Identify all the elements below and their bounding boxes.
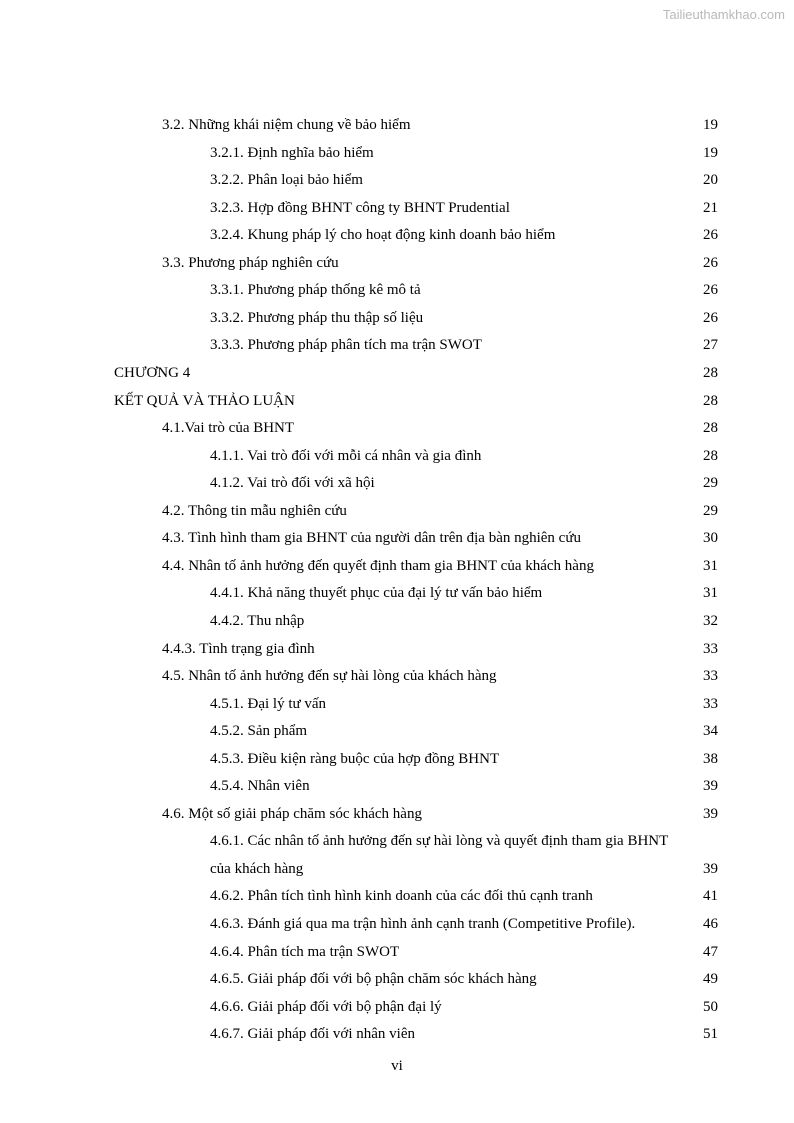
toc-entry-title: 4.2. Thông tin mẫu nghiên cứu — [162, 502, 347, 519]
toc-entry — [0, 583, 794, 603]
toc-entry-title: KẾT QUẢ VÀ THẢO LUẬN — [114, 392, 295, 409]
toc-entry-title: 4.6.1. Các nhân tố ảnh hưởng đến sự hài lòng và quyết định tham gia BHNT — [210, 833, 669, 850]
toc-entry — [0, 859, 794, 879]
toc-entry-page: 28 — [703, 420, 718, 437]
toc-entry — [0, 143, 794, 163]
toc-entry-title: 4.4. Nhân tố ảnh hưởng đến quyết định tham gia BHNT của khách hàng — [162, 557, 594, 574]
toc-entry — [0, 997, 794, 1017]
toc-entry-page: 32 — [703, 612, 718, 629]
toc-entry — [0, 1024, 794, 1044]
toc-entry-page: 31 — [703, 557, 718, 574]
toc-entry — [0, 335, 794, 355]
toc-entry — [0, 749, 794, 769]
toc-entry-page: 47 — [703, 943, 718, 960]
toc-entry-page: 34 — [703, 723, 718, 740]
toc-entry-title: 4.5.4. Nhân viên — [210, 778, 310, 795]
toc-entry-page: 51 — [703, 1026, 718, 1043]
toc-entry-page: 39 — [703, 860, 718, 877]
toc-entry-title: 3.2. Những khái niệm chung về bảo hiểm — [162, 117, 411, 133]
toc-entry-title: 4.5.1. Đại lý tư vấn — [210, 695, 327, 712]
toc-entry-page: 50 — [703, 998, 718, 1015]
toc-entry-page: 33 — [703, 640, 718, 657]
toc-entry — [0, 170, 794, 190]
toc-entry — [0, 804, 794, 824]
toc-entry-title: 3.2.4. Khung pháp lý cho hoạt động kinh doanh bảo hiểm — [210, 227, 556, 244]
toc-entry-title: 4.5.3. Điều kiện ràng buộc của hợp đồng BHNT — [210, 750, 500, 767]
toc-entry-page: 33 — [703, 695, 718, 712]
toc-entry-title: 4.6. Một số giải pháp chăm sóc khách hàng — [162, 805, 422, 822]
toc-entry-page: 26 — [703, 227, 718, 244]
toc-entry — [0, 418, 794, 438]
toc-entry — [0, 391, 794, 411]
toc-entry-page: 26 — [703, 254, 718, 271]
toc-entry-title: 4.4.2. Thu nhập — [210, 612, 305, 629]
toc-entry-page: 29 — [703, 475, 718, 492]
toc-entry — [0, 446, 794, 466]
toc-entry — [0, 969, 794, 989]
toc-entry — [0, 914, 794, 934]
toc-entry-page: 20 — [703, 172, 718, 189]
toc-entry-page: 33 — [703, 668, 718, 684]
toc-entry-page: 19 — [703, 144, 718, 161]
toc-entry-page: 28 — [703, 365, 718, 381]
toc-entry — [0, 501, 794, 521]
page-number: vi — [391, 1058, 403, 1074]
toc-entry-title: 4.6.2. Phân tích tình hình kinh doanh của các đối thủ cạnh tranh — [210, 888, 593, 905]
toc-entry — [0, 694, 794, 714]
toc-entry — [0, 639, 794, 659]
toc-entry — [0, 556, 794, 576]
toc-entry-page: 38 — [703, 750, 718, 767]
toc-entry — [0, 225, 794, 245]
toc-entry-title: 4.6.5. Giải pháp đối với bộ phận chăm sóc khách hàng — [210, 971, 537, 988]
toc-entry-page: 46 — [703, 916, 718, 932]
toc-entry — [0, 308, 794, 328]
toc-entry-title: 4.3. Tình hình tham gia BHNT của người dân trên địa bàn nghiên cứu — [162, 530, 581, 547]
toc-entry-title: 4.6.4. Phân tích ma trận SWOT — [210, 943, 400, 960]
toc-entry — [0, 115, 794, 135]
toc-entry-title: 4.6.6. Giải pháp đối với bộ phận đại lý — [210, 998, 442, 1015]
toc-entry-page: 27 — [703, 337, 718, 354]
toc-entry — [0, 528, 794, 548]
toc-entry-page: 39 — [703, 778, 718, 795]
toc-entry — [0, 886, 794, 906]
toc-entry-title: 4.1.2. Vai trò đối với xã hội — [210, 475, 375, 492]
toc-entry-title: của khách hàng — [210, 860, 304, 877]
toc-entry-page: 41 — [703, 888, 718, 905]
toc-entry-page: 28 — [703, 392, 718, 409]
toc-entry-page: 26 — [703, 309, 718, 326]
toc-entry — [0, 473, 794, 493]
toc-entry-page: 19 — [703, 117, 718, 133]
toc-entry-title: 4.1.Vai trò của BHNT — [162, 420, 295, 437]
toc-entry-title: 4.6.3. Đánh giá qua ma trận hình ảnh cạnh tranh (Competitive Profile). — [210, 916, 636, 932]
toc-entry-title: 3.2.1. Định nghĩa bảo hiểm — [210, 144, 374, 161]
toc-entry-title: 3.3.3. Phương pháp phân tích ma trận SWOT — [210, 337, 482, 354]
toc-entry-title: 3.2.3. Hợp đồng BHNT công ty BHNT Prudential — [210, 199, 510, 216]
toc-entry-title: 3.3.2. Phương pháp thu thập số liệu — [210, 309, 424, 326]
toc-entry — [0, 253, 794, 273]
toc-entry-title: 4.6.7. Giải pháp đối với nhân viên — [210, 1026, 415, 1043]
toc-entry-title: 3.3. Phương pháp nghiên cứu — [162, 254, 339, 271]
toc-entry-title: 4.5. Nhân tố ảnh hưởng đến sự hài lòng của khách hàng — [162, 668, 497, 684]
toc-entry — [0, 942, 794, 962]
toc-entry-page: 26 — [703, 282, 718, 299]
toc-entry-page: 30 — [703, 530, 718, 547]
toc-entry — [0, 666, 794, 686]
toc-entry — [0, 721, 794, 741]
toc-entry-page: 29 — [703, 502, 718, 519]
toc-entry-page: 28 — [703, 447, 718, 464]
toc-entry-title: 4.5.2. Sản phẩm — [210, 723, 308, 740]
toc-entry-page: 31 — [703, 585, 718, 602]
toc-entry-title: 4.4.1. Khả năng thuyết phục của đại lý tư vấn bảo hiểm — [210, 585, 543, 602]
toc-entry-title: CHƯƠNG 4 — [114, 365, 191, 381]
toc-entry-title: 3.2.2. Phân loại bảo hiểm — [210, 172, 363, 189]
toc-entry-page: 39 — [703, 805, 718, 822]
toc-entry-title: 4.4.3. Tình trạng gia đình — [162, 640, 315, 657]
toc-entry-title: 3.3.1. Phương pháp thống kê mô tả — [210, 282, 421, 299]
toc-entry — [0, 198, 794, 218]
toc-entry — [0, 831, 794, 851]
toc-entry-title: 4.1.1. Vai trò đối với mỗi cá nhân và gia đình — [210, 447, 482, 464]
toc-entry-page: 49 — [703, 971, 718, 988]
toc-entry — [0, 611, 794, 631]
toc-entry — [0, 776, 794, 796]
toc-entry-page: 21 — [703, 199, 718, 216]
toc-entry — [0, 363, 794, 383]
watermark: Tailieuthamkhao.com — [662, 7, 785, 22]
toc-entry — [0, 280, 794, 300]
